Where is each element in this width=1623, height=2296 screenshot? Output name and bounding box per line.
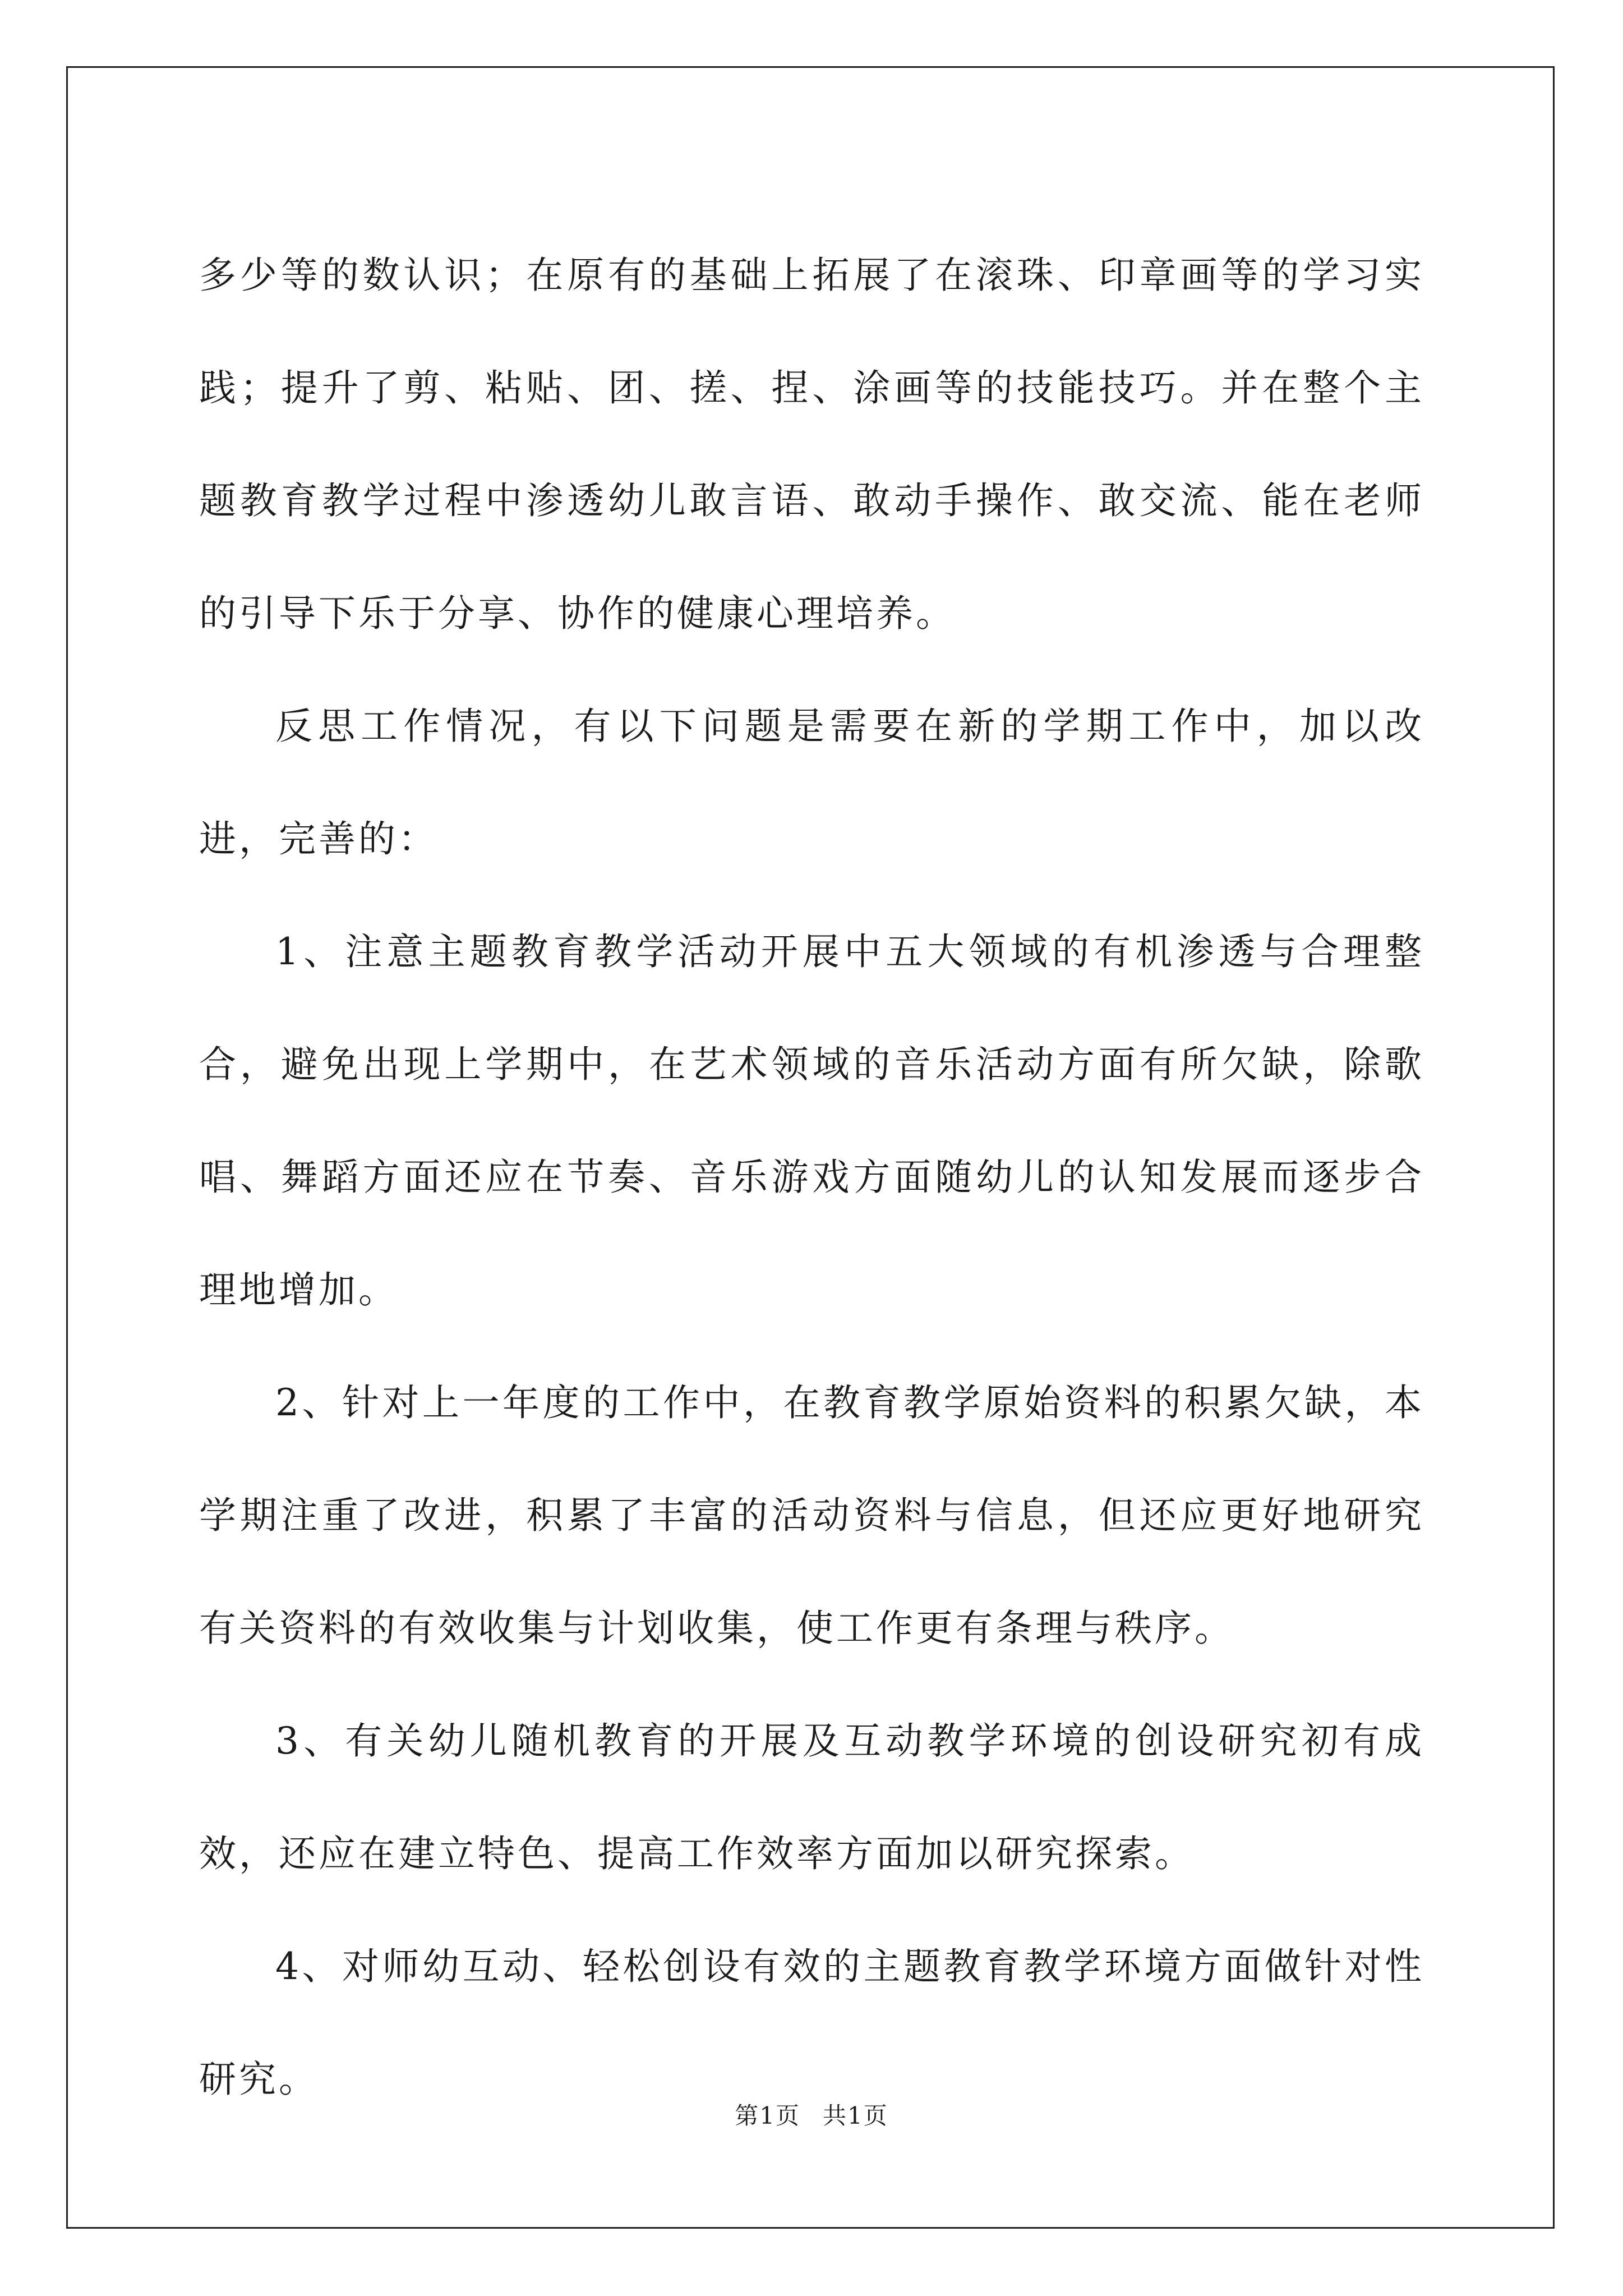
page-total: 共1页 <box>823 2102 888 2129</box>
paragraph-2: 反思工作情况，有以下问题是需要在新的学期工作中，加以改进，完善的： <box>199 705 1424 861</box>
page-number: 第1页 <box>735 2102 800 2129</box>
paragraph-3: 1、注意主题教育教学活动开展中五大领域的有机渗透与合理整合，避免出现上学期中，在艺术领域的音乐活动方面有所欠缺，除歌唱、舞蹈方面还应在节奏、音乐游戏方面随幼儿的认知发展而逐步合理地增加。 <box>199 930 1424 1312</box>
paragraph-5: 3、有关幼儿随机教育的开展及互动教学环境的创设研究初有成效，还应在建立特色、提高工作效率方面加以研究探索。 <box>199 1719 1424 1875</box>
page-footer <box>0 2099 1623 2133</box>
document-body <box>199 219 1424 2136</box>
paragraph-4: 2、针对上一年度的工作中，在教育教学原始资料的积累欠缺，本学期注重了改进，积累了丰富的活动资料与信息，但还应更好地研究有关资料的有效收集与计划收集，使工作更有条理与秩序。 <box>199 1381 1424 1650</box>
paragraph-6: 4、对师幼互动、轻松创设有效的主题教育教学环境方面做针对性研究。 <box>199 1945 1424 2101</box>
paragraph-1: 多少等的数认识；在原有的基础上拓展了在滚珠、印章画等的学习实践；提升了剪、粘贴、团、搓、捏、涂画等的技能技巧。并在整个主题教育教学过程中渗透幼儿敢言语、敢动手操作、敢交流、能在老师的引导下乐于分享、协作的健康心理培养。 <box>199 254 1424 635</box>
